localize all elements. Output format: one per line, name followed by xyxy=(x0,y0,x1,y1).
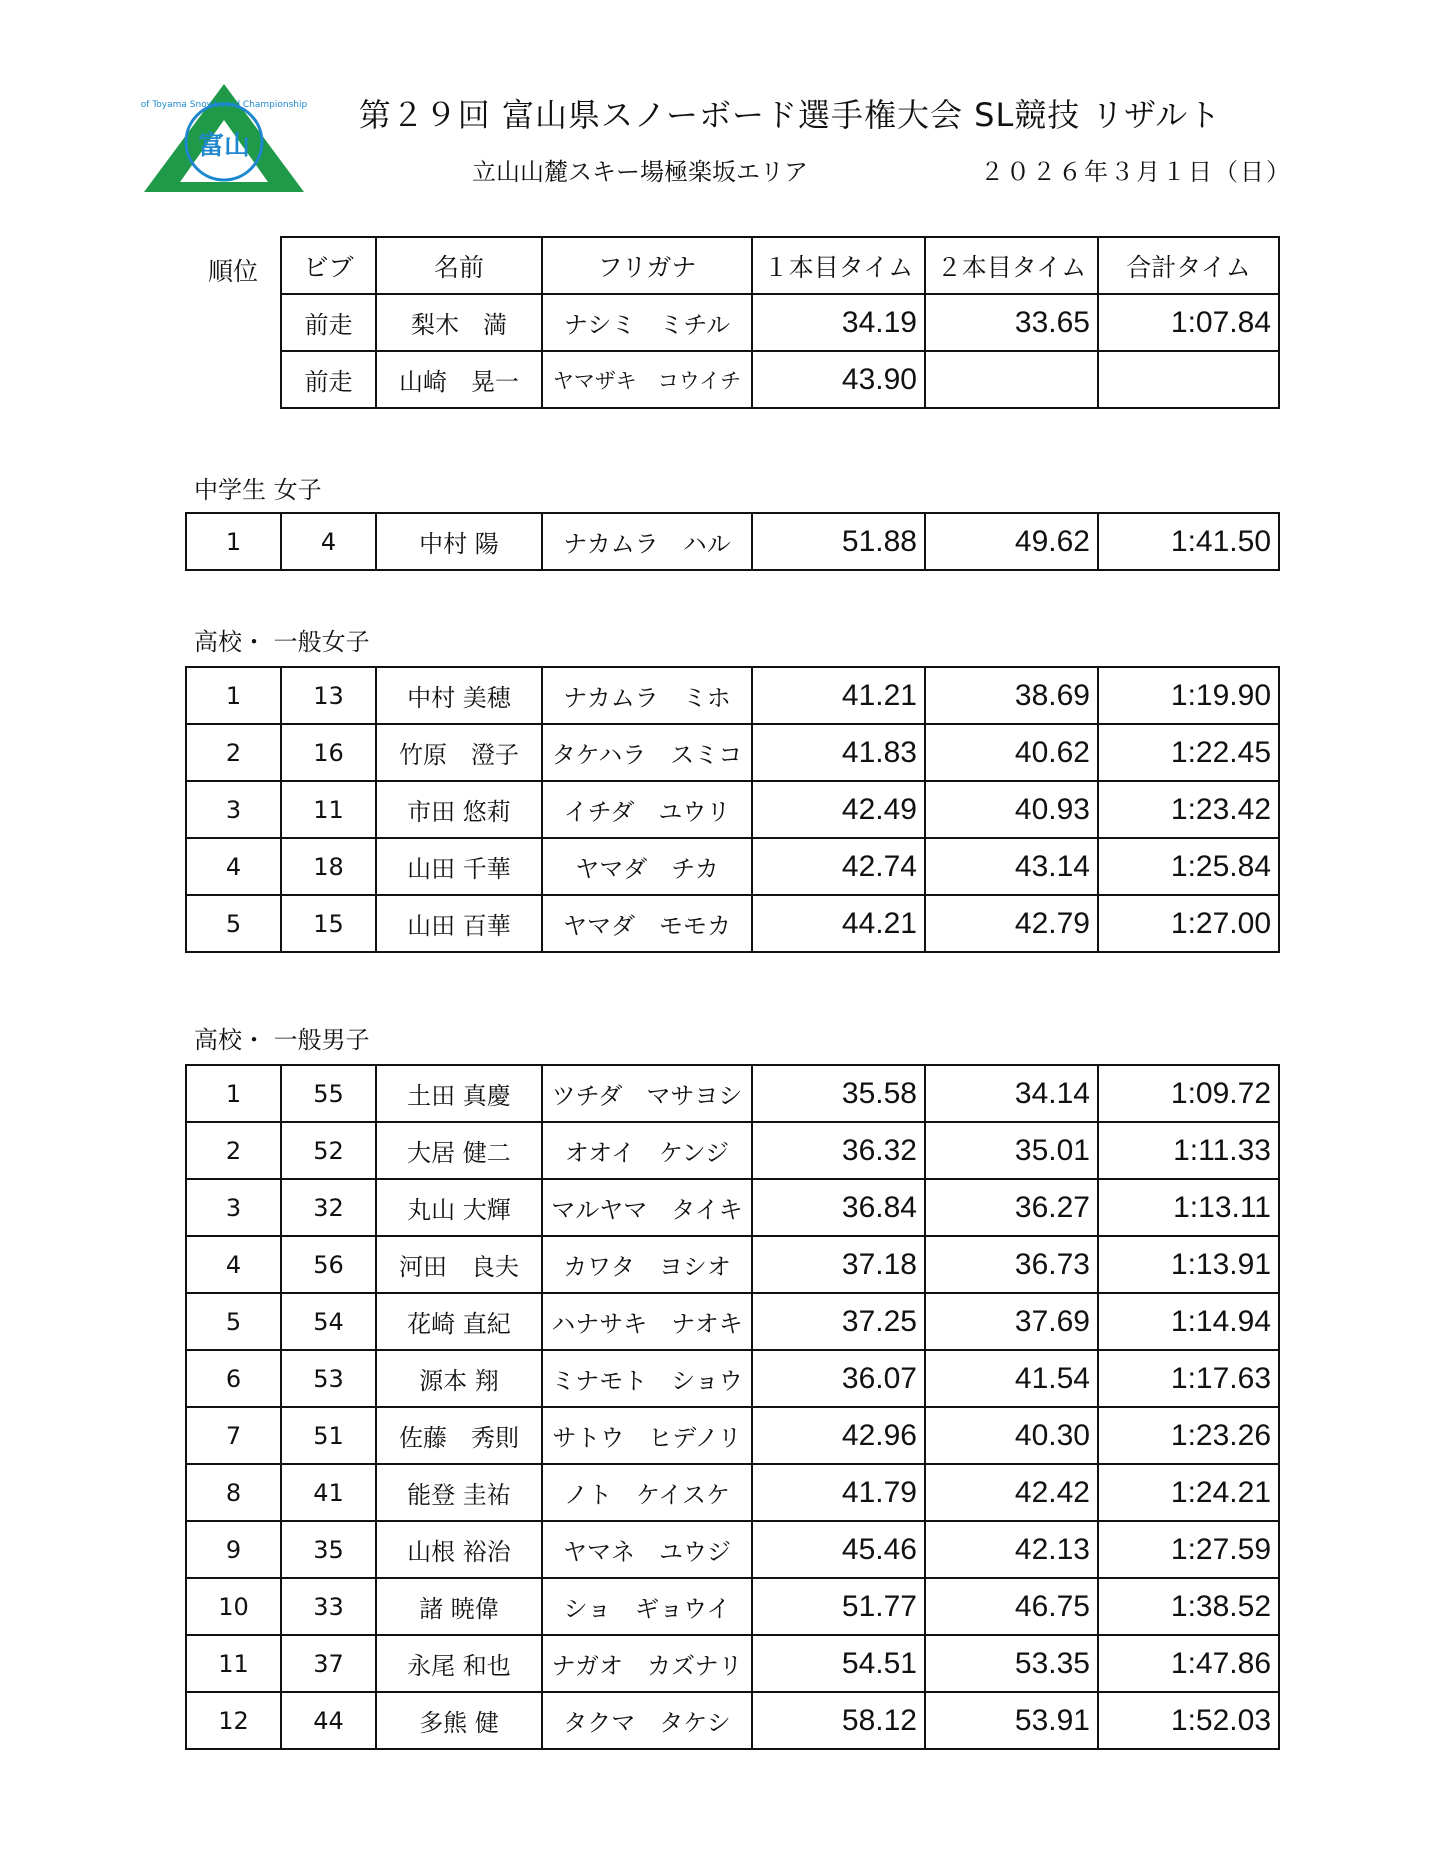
table-row xyxy=(186,1407,1279,1464)
total-cell: 1:11.33 xyxy=(1098,1122,1279,1179)
run2-cell: 53.91 xyxy=(925,1692,1098,1749)
run1-cell: 36.32 xyxy=(752,1122,925,1179)
run1-cell: 51.77 xyxy=(752,1578,925,1635)
name-cell: 土田 真慶 xyxy=(376,1065,542,1122)
bib-cell: 11 xyxy=(281,781,376,838)
table-row xyxy=(186,1464,1279,1521)
run1-cell: 35.58 xyxy=(752,1065,925,1122)
run2-cell: 35.01 xyxy=(925,1122,1098,1179)
kana-cell: ナガオ カズナリ xyxy=(542,1635,752,1692)
rank-cell: 3 xyxy=(186,781,281,838)
name-cell: 山崎 晃一 xyxy=(376,351,542,408)
name-cell: 山田 百華 xyxy=(376,895,542,952)
rank-cell: 4 xyxy=(186,838,281,895)
total-cell: 1:52.03 xyxy=(1098,1692,1279,1749)
kana-cell: カワタ ヨシオ xyxy=(542,1236,752,1293)
total-cell: 1:13.11 xyxy=(1098,1179,1279,1236)
rank-cell: 4 xyxy=(186,1236,281,1293)
rank-cell: 2 xyxy=(186,1122,281,1179)
page-title: 第２９回 富山県スノーボード選手権大会 SL競技 リザルト xyxy=(358,96,1222,134)
total-cell: 1:27.59 xyxy=(1098,1521,1279,1578)
name-cell: 梨木 満 xyxy=(376,294,542,351)
forerunner-row xyxy=(281,294,1279,351)
total-cell: 1:47.86 xyxy=(1098,1635,1279,1692)
run2-cell: 40.62 xyxy=(925,724,1098,781)
total-cell: 1:27.00 xyxy=(1098,895,1279,952)
table-row xyxy=(186,895,1279,952)
kana-cell: ナカムラ ミホ xyxy=(542,667,752,724)
kana-cell: ヤマザキ コウイチ xyxy=(542,351,752,408)
name-cell: 中村 陽 xyxy=(376,513,542,570)
rank-cell: 1 xyxy=(186,667,281,724)
name-cell: 源本 翔 xyxy=(376,1350,542,1407)
run1-cell: 42.96 xyxy=(752,1407,925,1464)
bib-cell: 16 xyxy=(281,724,376,781)
table-header-row xyxy=(281,237,1279,294)
kana-cell: マルヤマ タイキ xyxy=(542,1179,752,1236)
kana-cell: タクマ タケシ xyxy=(542,1692,752,1749)
total-cell: 1:23.26 xyxy=(1098,1407,1279,1464)
run2-cell: 40.30 xyxy=(925,1407,1098,1464)
total-cell: 1:25.84 xyxy=(1098,838,1279,895)
kana-column-header: フリガナ xyxy=(542,237,752,294)
logo-main-text: 富山 xyxy=(197,131,251,161)
rank-cell: 8 xyxy=(186,1464,281,1521)
table-row xyxy=(186,781,1279,838)
total-cell: 1:41.50 xyxy=(1098,513,1279,570)
bib-cell: 15 xyxy=(281,895,376,952)
bib-cell: 56 xyxy=(281,1236,376,1293)
run2-cell: 40.93 xyxy=(925,781,1098,838)
name-column-header: 名前 xyxy=(376,237,542,294)
run2-cell: 46.75 xyxy=(925,1578,1098,1635)
run2-cell: 37.69 xyxy=(925,1293,1098,1350)
table-row xyxy=(186,1065,1279,1122)
total-cell: 1:07.84 xyxy=(1098,294,1279,351)
run2-cell xyxy=(925,351,1098,408)
name-cell: 佐藤 秀則 xyxy=(376,1407,542,1464)
name-cell: 山根 裕治 xyxy=(376,1521,542,1578)
total-cell: 1:09.72 xyxy=(1098,1065,1279,1122)
total-cell: 1:19.90 xyxy=(1098,667,1279,724)
bib-column-header: ビブ xyxy=(281,237,376,294)
run2-cell: 41.54 xyxy=(925,1350,1098,1407)
table-row xyxy=(186,1122,1279,1179)
total-cell: 1:17.63 xyxy=(1098,1350,1279,1407)
total-cell: 1:13.91 xyxy=(1098,1236,1279,1293)
kana-cell: サトウ ヒデノリ xyxy=(542,1407,752,1464)
run1-cell: 36.07 xyxy=(752,1350,925,1407)
run1-cell: 45.46 xyxy=(752,1521,925,1578)
run2-cell: 53.35 xyxy=(925,1635,1098,1692)
bib-cell: 41 xyxy=(281,1464,376,1521)
rank-cell: 5 xyxy=(186,1293,281,1350)
run1-cell: 41.79 xyxy=(752,1464,925,1521)
rank-cell: 5 xyxy=(186,895,281,952)
bib-cell: 55 xyxy=(281,1065,376,1122)
run1-cell: 36.84 xyxy=(752,1179,925,1236)
total-cell: 1:38.52 xyxy=(1098,1578,1279,1635)
name-cell: 市田 悠莉 xyxy=(376,781,542,838)
rank-cell: 6 xyxy=(186,1350,281,1407)
table-row xyxy=(186,1521,1279,1578)
run1-cell: 58.12 xyxy=(752,1692,925,1749)
total-cell: 1:14.94 xyxy=(1098,1293,1279,1350)
championship-logo xyxy=(140,82,308,194)
table-row xyxy=(186,838,1279,895)
kana-cell: タケハラ スミコ xyxy=(542,724,752,781)
forerunner-row xyxy=(281,351,1279,408)
logo-ring-text: of Toyama Snowboard Championship xyxy=(140,100,308,110)
run1-cell: 34.19 xyxy=(752,294,925,351)
kana-cell: ヤマダ チカ xyxy=(542,838,752,895)
venue: 立山山麓スキー場極楽坂エリア xyxy=(472,158,808,186)
bib-cell: 前走 xyxy=(281,294,376,351)
name-cell: 永尾 和也 xyxy=(376,1635,542,1692)
table-row xyxy=(186,1179,1279,1236)
kana-cell: ミナモト ショウ xyxy=(542,1350,752,1407)
name-cell: 能登 圭祐 xyxy=(376,1464,542,1521)
rank-cell: 10 xyxy=(186,1578,281,1635)
name-cell: 河田 良夫 xyxy=(376,1236,542,1293)
run2-cell: 36.73 xyxy=(925,1236,1098,1293)
run1-cell: 54.51 xyxy=(752,1635,925,1692)
section-title-high-school-women: 高校・ 一般女子 xyxy=(194,628,370,656)
bib-cell: 前走 xyxy=(281,351,376,408)
kana-cell: ツチダ マサヨシ xyxy=(542,1065,752,1122)
name-cell: 山田 千華 xyxy=(376,838,542,895)
name-cell: 花崎 直紀 xyxy=(376,1293,542,1350)
results-table-junior-women xyxy=(185,512,1280,571)
run1-cell: 37.25 xyxy=(752,1293,925,1350)
forerunner-table xyxy=(280,236,1280,409)
name-cell: 多熊 健 xyxy=(376,1692,542,1749)
bib-cell: 32 xyxy=(281,1179,376,1236)
rank-column-header: 順位 xyxy=(208,257,259,286)
rank-cell: 12 xyxy=(186,1692,281,1749)
name-cell: 竹原 澄子 xyxy=(376,724,542,781)
kana-cell: ショ ギョウイ xyxy=(542,1578,752,1635)
name-cell: 大居 健二 xyxy=(376,1122,542,1179)
table-row xyxy=(186,1236,1279,1293)
bib-cell: 33 xyxy=(281,1578,376,1635)
run2-cell: 42.13 xyxy=(925,1521,1098,1578)
rank-cell: 3 xyxy=(186,1179,281,1236)
run2-cell: 42.79 xyxy=(925,895,1098,952)
kana-cell: オオイ ケンジ xyxy=(542,1122,752,1179)
results-table-high-school-women xyxy=(185,666,1280,953)
total-cell: 1:23.42 xyxy=(1098,781,1279,838)
table-row xyxy=(186,1293,1279,1350)
name-cell: 諸 暁偉 xyxy=(376,1578,542,1635)
bib-cell: 4 xyxy=(281,513,376,570)
rank-cell: 7 xyxy=(186,1407,281,1464)
bib-cell: 54 xyxy=(281,1293,376,1350)
kana-cell: ヤマダ モモカ xyxy=(542,895,752,952)
kana-cell: イチダ ユウリ xyxy=(542,781,752,838)
bib-cell: 18 xyxy=(281,838,376,895)
table-row xyxy=(186,1578,1279,1635)
kana-cell: ナカムラ ハル xyxy=(542,513,752,570)
table-row xyxy=(186,724,1279,781)
bib-cell: 52 xyxy=(281,1122,376,1179)
run1-cell: 37.18 xyxy=(752,1236,925,1293)
run1-cell: 44.21 xyxy=(752,895,925,952)
bib-cell: 44 xyxy=(281,1692,376,1749)
bib-cell: 37 xyxy=(281,1635,376,1692)
table-row xyxy=(186,1635,1279,1692)
name-cell: 丸山 大輝 xyxy=(376,1179,542,1236)
run2-cell: 49.62 xyxy=(925,513,1098,570)
table-row xyxy=(186,1350,1279,1407)
run2-cell: 36.27 xyxy=(925,1179,1098,1236)
run2-cell: 42.42 xyxy=(925,1464,1098,1521)
run1-cell: 43.90 xyxy=(752,351,925,408)
run1-cell: 42.49 xyxy=(752,781,925,838)
rank-cell: 1 xyxy=(186,513,281,570)
total-column-header: 合計タイム xyxy=(1098,237,1279,294)
run1-column-header: １本目タイム xyxy=(752,237,925,294)
rank-cell: 11 xyxy=(186,1635,281,1692)
kana-cell: ヤマネ ユウジ xyxy=(542,1521,752,1578)
rank-cell: 9 xyxy=(186,1521,281,1578)
run2-cell: 33.65 xyxy=(925,294,1098,351)
run1-cell: 51.88 xyxy=(752,513,925,570)
bib-cell: 13 xyxy=(281,667,376,724)
bib-cell: 51 xyxy=(281,1407,376,1464)
results-table-high-school-men xyxy=(185,1064,1280,1750)
name-cell: 中村 美穂 xyxy=(376,667,542,724)
section-title-high-school-men: 高校・ 一般男子 xyxy=(194,1026,370,1054)
run1-cell: 41.21 xyxy=(752,667,925,724)
run2-column-header: ２本目タイム xyxy=(925,237,1098,294)
kana-cell: ハナサキ ナオキ xyxy=(542,1293,752,1350)
kana-cell: ナシミ ミチル xyxy=(542,294,752,351)
bib-cell: 53 xyxy=(281,1350,376,1407)
run2-cell: 43.14 xyxy=(925,838,1098,895)
bib-cell: 35 xyxy=(281,1521,376,1578)
run1-cell: 41.83 xyxy=(752,724,925,781)
table-row xyxy=(186,513,1279,570)
run2-cell: 38.69 xyxy=(925,667,1098,724)
rank-cell: 2 xyxy=(186,724,281,781)
table-row xyxy=(186,667,1279,724)
run1-cell: 42.74 xyxy=(752,838,925,895)
section-title-junior-women: 中学生 女子 xyxy=(194,476,322,504)
run2-cell: 34.14 xyxy=(925,1065,1098,1122)
table-row xyxy=(186,1692,1279,1749)
total-cell xyxy=(1098,351,1279,408)
total-cell: 1:24.21 xyxy=(1098,1464,1279,1521)
kana-cell: ノト ケイスケ xyxy=(542,1464,752,1521)
event-date: ２０２６年３月１日（日） xyxy=(980,158,1292,186)
total-cell: 1:22.45 xyxy=(1098,724,1279,781)
rank-cell: 1 xyxy=(186,1065,281,1122)
